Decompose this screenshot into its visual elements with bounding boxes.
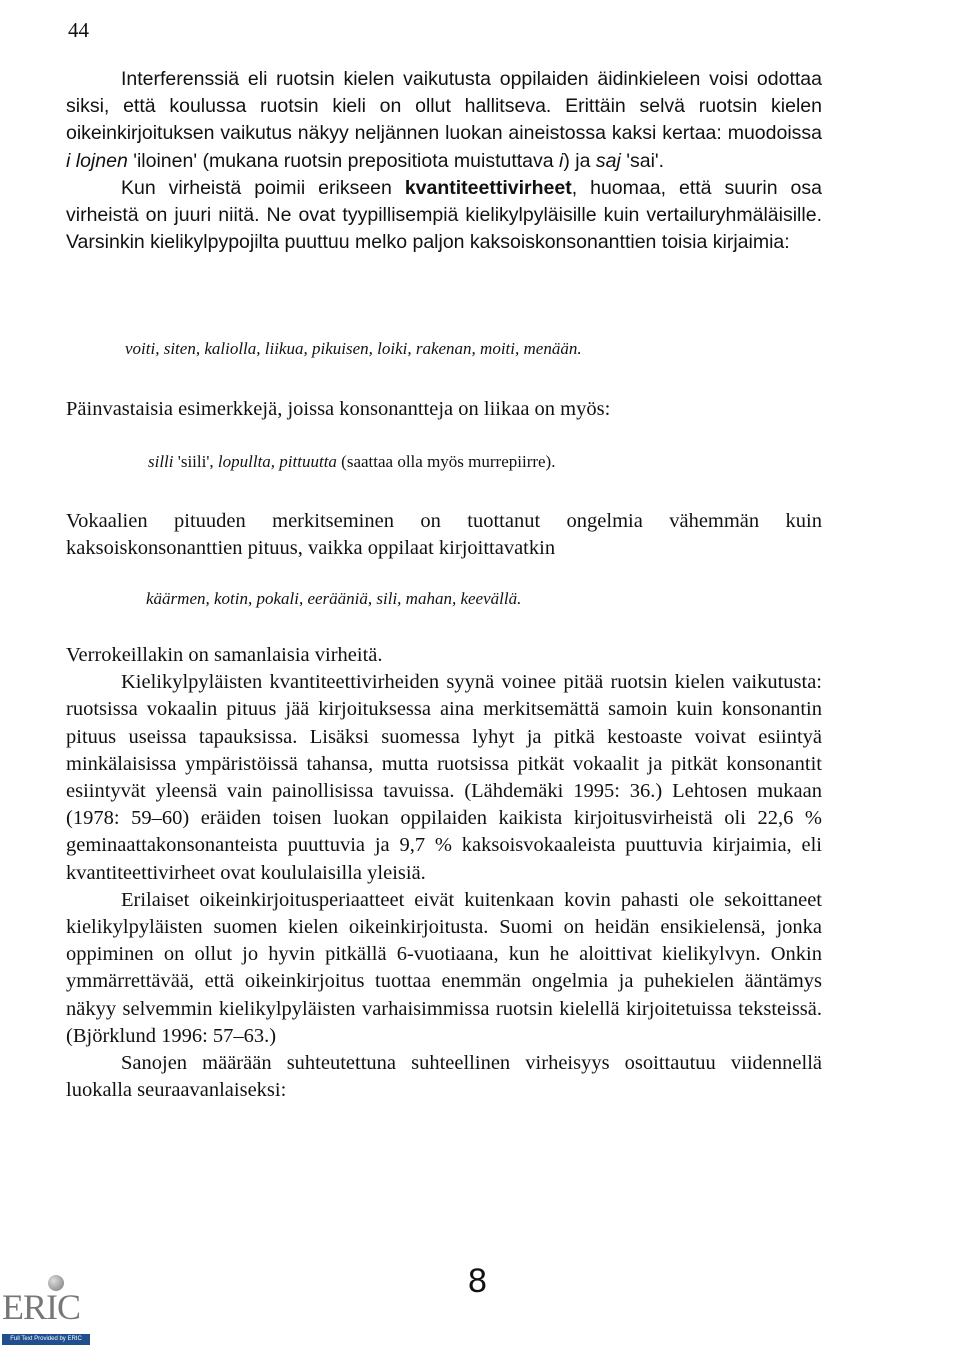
example-term: silli bbox=[148, 452, 174, 471]
text-span: 'siili', bbox=[173, 452, 218, 471]
example-term: saj bbox=[595, 149, 621, 172]
text-span: 'sai'. bbox=[620, 149, 665, 172]
page-number: 44 bbox=[68, 18, 89, 42]
footer-page-number: 8 bbox=[468, 1262, 487, 1300]
text-span: Interferenssiä eli ruotsin kielen vaikutusta oppilaiden äidinkieleen voisi odottaa siksi, että koulussa ruotsin kieli on ollut hallitseva. Erittäin selvä ruotsin kielen oikeinkirjoituksen vaikutus näkyy neljännen luokan aineistossa kaksi kertaa: muodoissa bbox=[66, 68, 822, 145]
paragraph-causes: Kielikylpyläisten kvantiteettivirheiden syynä voinee pitää ruotsin kielen vaikutusta: ruotsissa vokaalin pituus jää kirjoituksessa aina merkitsemättä samoin kuin konsonantin pituus useissa tapauksissa. Lisäksi suomessa lyhyt ja pitkä kestoaste voivat esiintyä minkälaisissa ympäristöissä tahansa, mutta ruotsissa pitkät vokaalit ja pitkät konsonantit esiintyvät yleensä vain painollisissa tavuissa. (Lähdemäki 1995: 36.) Lehtosen mukaan (1978: 59–60) eräiden toisen luokan oppilaiden kaikista kirjoitusvirheistä oli 22,6 % geminaattakonsonanteista puuttuvia ja 9,7 % kaksoisvokaaleista puuttuvia kirjaimia, eli kvantiteettivirheet ovat koululaisilla yleisiä. bbox=[66, 671, 822, 884]
paragraph-orthography: Erilaiset oikeinkirjoitusperiaatteet eivät kuitenkaan kovin pahasti ole sekoittaneet kielikylpyläisten suomen kielen oikeinkirjoitusta. Suomi on heidän ensikielensä, jonka oppiminen on ollut jo hyvin pitkällä 6-vuotiaana, kun he aloittivat kielikylvyn. Onkin ymmärrettävää, että oikeinkirjoitus tuottaa enemmän ongelmia ja puhekielen ääntämys näkyy selvemmin kielikylpyläisten varhaisimmissa ruotsin kielellä kirjoitetuissa teksteissä. (Björklund 1996: 57–63.) bbox=[66, 888, 822, 1047]
paragraph-controls: Verrokeillakin on samanlaisia virheitä. bbox=[66, 644, 383, 666]
example-term: i lojnen bbox=[66, 149, 128, 172]
paragraph-vowel-length bbox=[66, 508, 822, 562]
text-span: 'iloinen' (mukana ruotsin prepositiota muistuttava bbox=[127, 149, 560, 172]
example-list-3: käärmen, kotin, pokali, eerääniä, sili, mahan, keevällä. bbox=[146, 589, 522, 608]
text-span: , huomaa, että suurin osa virheistä on juuri niitä. Ne ovat tyypillisempiä kielikylpyläisille kuin vertailuryhmäläisille. Varsinkin kielikylpypojilta puuttuu melko paljon kaksoiskonsonanttien toisia kirjaimia: bbox=[66, 176, 822, 254]
text-span: Vokaalien pituuden merkitseminen on tuottanut ongelmia vähemmän kuin kaksoiskonsonanttien pituus, vaikka oppilaat kirjoittavatkin bbox=[66, 510, 822, 560]
paragraph-quantity-errors bbox=[66, 175, 822, 257]
eric-logo-tagline: Full Text Provided by ERIC bbox=[2, 1334, 90, 1345]
example-list-1: voiti, siten, kaliolla, liikua, pikuisen, loiki, rakenan, moiti, menään. bbox=[125, 339, 582, 358]
text-span: (saattaa olla myös murrepiirre). bbox=[336, 452, 556, 471]
example-term: lopullta, pittuutta bbox=[217, 452, 337, 471]
bold-term: kvantiteettivirheet bbox=[404, 176, 572, 199]
text-span: Päinvastaisia esimerkkejä, joissa konsonantteja on liikaa on myös: bbox=[66, 398, 611, 420]
paragraph-interference bbox=[66, 66, 822, 175]
example-term: i bbox=[559, 149, 564, 172]
document-body bbox=[66, 66, 822, 256]
paragraph-opposite-examples bbox=[66, 396, 822, 423]
text-span: Kun virheistä poimii erikseen bbox=[121, 176, 405, 199]
example-list-2 bbox=[148, 452, 555, 472]
text-span: ) ja bbox=[563, 149, 596, 172]
paragraph-rest bbox=[66, 642, 822, 1104]
paragraph-relative-errors: Sanojen määrään suhteutettuna suhteellinen virheisyys osoittautuu viidennellä luokalla seuraavanlaiseksi: bbox=[66, 1052, 822, 1102]
eric-logo-text: ERIC bbox=[2, 1287, 81, 1327]
